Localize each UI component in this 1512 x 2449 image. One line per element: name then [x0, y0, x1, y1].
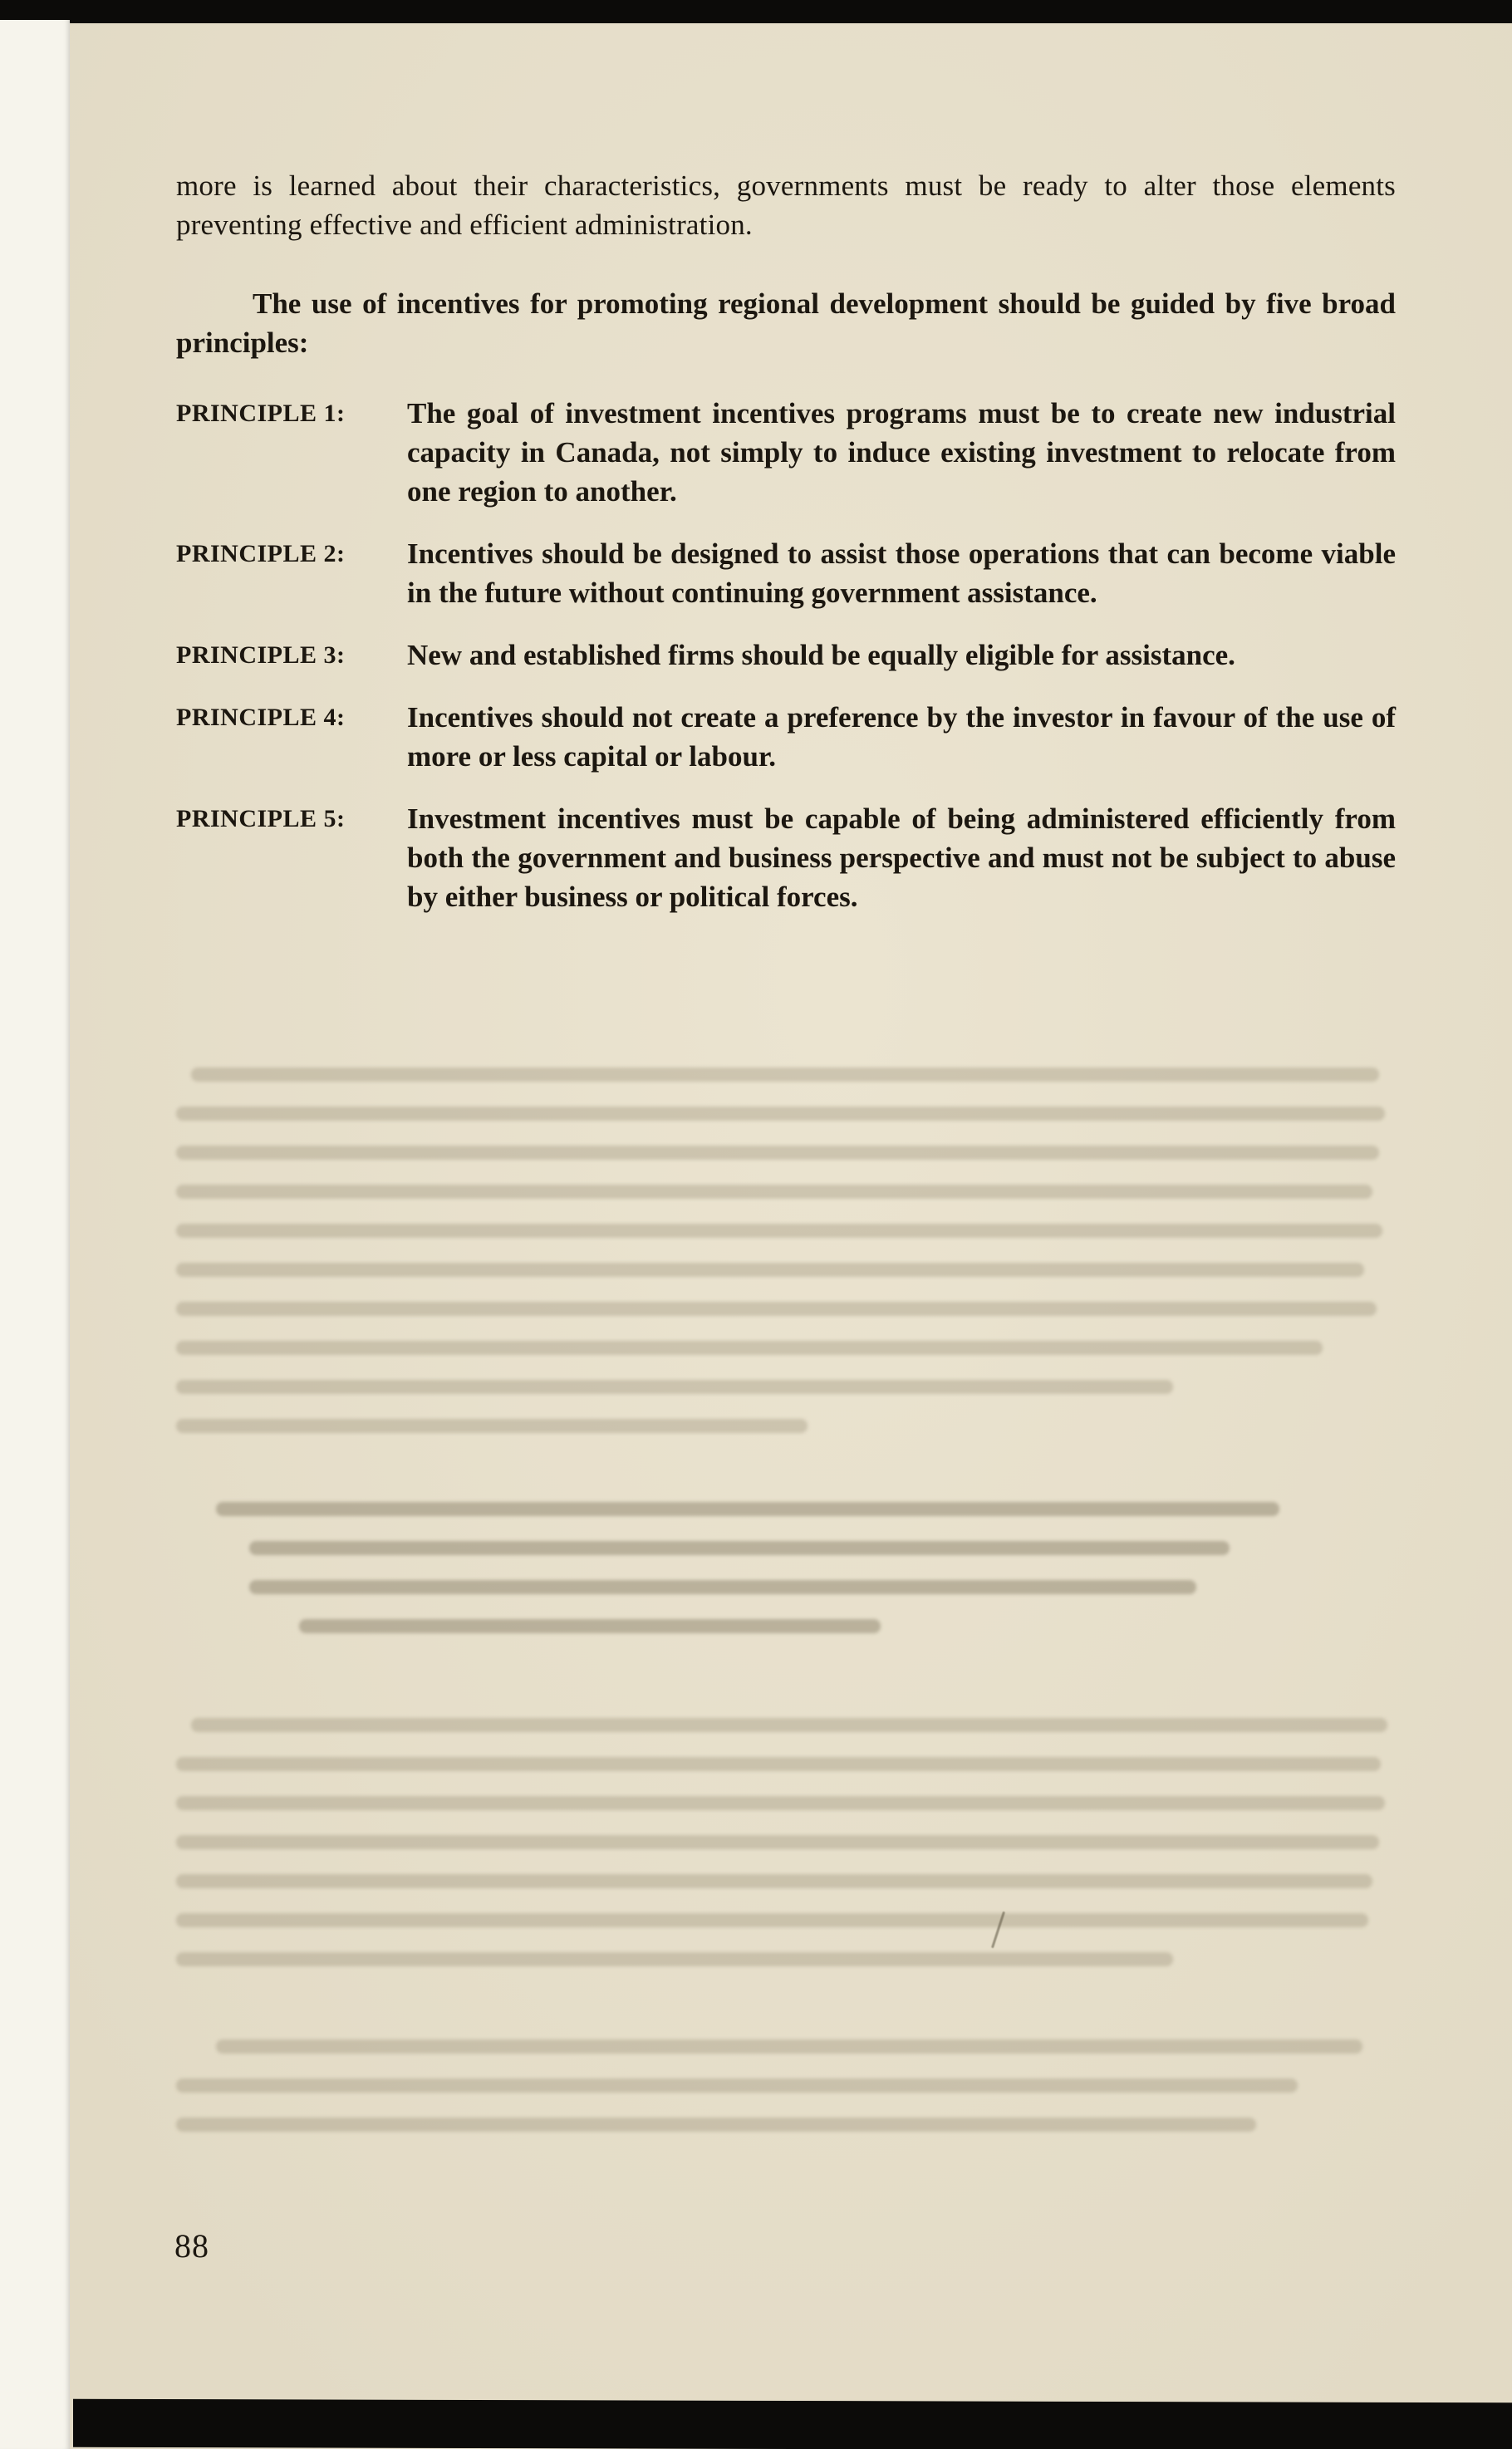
- principle-label: PRINCIPLE 1:: [176, 400, 346, 427]
- principle-item-3: [176, 636, 1396, 675]
- principle-label: PRINCIPLE 5:: [176, 805, 346, 832]
- principle-text: Incentives should be designed to assist those operations that can become viable in the future without continuing government assistance.: [407, 537, 1396, 609]
- principle-text: New and established firms should be equally eligible for assistance.: [407, 639, 1235, 671]
- page-number: 88: [174, 2227, 209, 2265]
- principle-item-5: [176, 799, 1396, 916]
- principle-item-1: [176, 394, 1396, 511]
- principle-text: Investment incentives must be capable of being administered efficiently from both the government and business perspective and must not be subject to abuse by either business or political forces.: [407, 802, 1396, 913]
- principle-text: Incentives should not create a preference by the investor in favour of the use of more or less capital or labour.: [407, 701, 1396, 773]
- scan-edge-top: [0, 0, 1512, 23]
- principle-label: PRINCIPLE 4:: [176, 704, 346, 731]
- principle-label: PRINCIPLE 3:: [176, 641, 346, 669]
- scan-edge-bottom: [73, 2399, 1512, 2449]
- principle-text: The goal of investment incentives programs must be to create new industrial capacity in Canada, not simply to induce existing investment to relocate from one region to another.: [407, 397, 1396, 508]
- stray-pen-mark: [991, 1912, 1005, 1949]
- paragraph-lead: The use of incentives for promoting regional development should be guided by five broad principles:: [176, 287, 1396, 359]
- principle-item-2: [176, 534, 1396, 612]
- principle-label: PRINCIPLE 2:: [176, 540, 346, 567]
- scan-edge-left: [0, 20, 70, 2449]
- principle-item-4: [176, 698, 1396, 776]
- page-content: [176, 166, 1396, 940]
- paragraph-intro: more is learned about their characteristics, governments must be ready to alter those elements preventing effective and efficient administration.: [176, 169, 1396, 241]
